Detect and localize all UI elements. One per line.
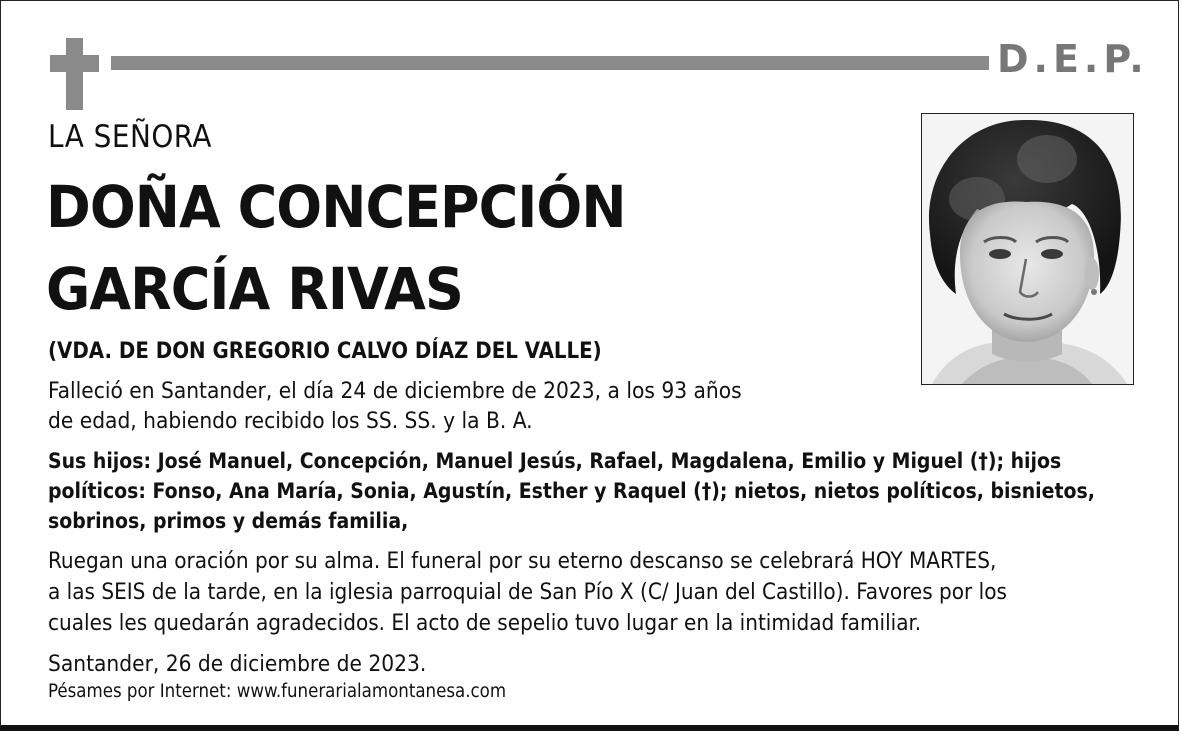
funeral-details	[48, 546, 1158, 639]
funeral-line3: cuales les quedarán agradecidos. El acto de sepelio tuvo lugar en la intimidad familiar.	[48, 610, 922, 636]
header-rule	[111, 56, 989, 70]
dep-label: D.E.P.	[997, 37, 1149, 81]
funeral-line2: a las SEIS de la tarde, en la iglesia parroquial de San Pío X (C/ Juan del Castillo). Favores por los	[48, 579, 1007, 605]
death-details	[48, 376, 808, 436]
cross-icon	[50, 38, 99, 110]
deceased-name-line2: GARCÍA RIVAS	[46, 255, 463, 323]
place-date: Santander, 26 de diciembre de 2023.	[48, 651, 427, 677]
death-line2: de edad, habiendo recibido los SS. SS. y la B. A.	[48, 408, 533, 434]
widow-of: (VDA. DE DON GREGORIO CALVO DÍAZ DEL VALLE)	[48, 339, 602, 364]
family-line2: políticos: Fonso, Ana María, Sonia, Agustín, Esther y Raquel (†); nietos, nietos políticos, bisnietos,	[48, 479, 1095, 503]
family-list	[48, 446, 1148, 536]
family-line1: Sus hijos: José Manuel, Concepción, Manuel Jesús, Rafael, Magdalena, Emilio y Miguel (†); hijos	[48, 449, 1062, 473]
deceased-name	[46, 166, 626, 330]
death-line1: Falleció en Santander, el día 24 de diciembre de 2023, a los 93 años	[48, 378, 742, 404]
family-line3: sobrinos, primos y demás familia,	[48, 509, 409, 533]
condolences-link: Pésames por Internet: www.funerarialamontanesa.com	[48, 681, 507, 702]
intro-title: LA SEÑORA	[48, 119, 212, 155]
deceased-name-line1: DOÑA CONCEPCIÓN	[46, 173, 626, 241]
portrait-photo	[921, 113, 1134, 385]
portrait-image	[922, 114, 1133, 384]
funeral-line1: Ruegan una oración por su alma. El funeral por su eterno descanso se celebrará HOY MARTES,	[48, 548, 997, 574]
